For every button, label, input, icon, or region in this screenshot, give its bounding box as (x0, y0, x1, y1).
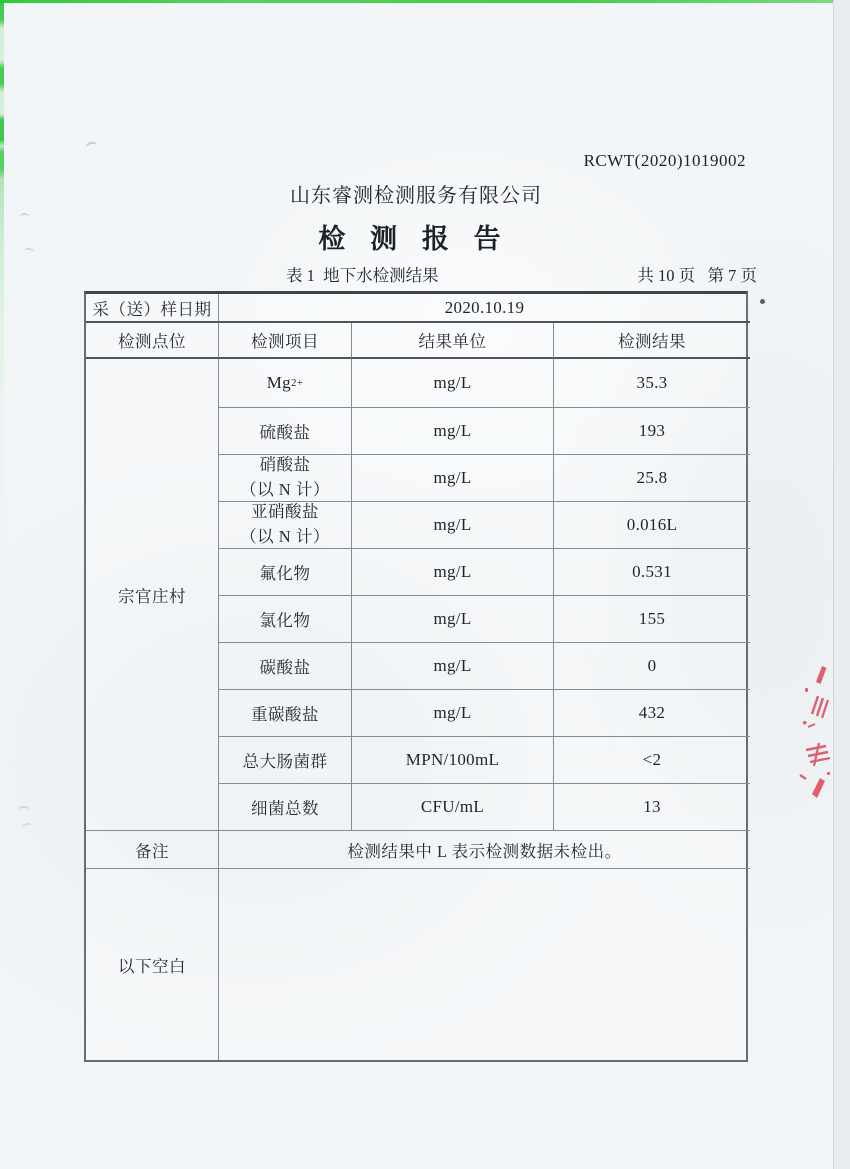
unit-cell: mg/L (352, 549, 554, 596)
item-cell (219, 455, 352, 502)
unit-cell: mg/L (352, 690, 554, 737)
unit-cell: mg/L (352, 596, 554, 643)
item-text: 亚硝酸盐 (251, 502, 319, 522)
location-cell: 宗官庄村 (86, 359, 219, 831)
unit-cell: mg/L (352, 408, 554, 455)
result-cell: 0.531 (554, 549, 750, 596)
scanner-edge-top (0, 0, 850, 3)
result-cell: 0 (554, 643, 750, 690)
item-cell: 细菌总数 (219, 784, 352, 831)
item-text-line2: （以 N 计） (240, 527, 330, 546)
item-cell: 氯化物 (219, 596, 352, 643)
item-cell: 碳酸盐 (219, 643, 352, 690)
item-text: 硝酸盐 (259, 455, 311, 475)
scanner-edge-left (0, 0, 4, 660)
sample-date-label: 采（送）样日期 (86, 294, 219, 323)
result-cell: 0.016L (554, 502, 750, 549)
item-cell: Mg 2+ (219, 359, 352, 408)
item-cell: 氟化物 (219, 549, 352, 596)
page-number-info: 共 10 页 第 7 页 (637, 266, 757, 285)
ink-dot-mark (760, 299, 765, 304)
item-cell (219, 502, 352, 549)
report-title: 检 测 报 告 (318, 224, 506, 254)
result-cell: 193 (554, 408, 750, 455)
unit-cell: mg/L (352, 502, 554, 549)
remark-label: 备注 (86, 831, 219, 869)
column-header-result: 检测结果 (554, 323, 750, 359)
result-cell: 35.3 (554, 359, 750, 408)
item-cell: 硫酸盐 (219, 408, 352, 455)
item-cell: 重碳酸盐 (219, 690, 352, 737)
blank-below-label: 以下空白 (86, 869, 219, 1060)
red-stamp-fragment (798, 662, 834, 802)
blank-cell (219, 869, 750, 1060)
unit-cell: mg/L (352, 359, 554, 408)
result-cell: 432 (554, 690, 750, 737)
item-cell: 总大肠菌群 (219, 737, 352, 784)
column-header-unit: 结果单位 (352, 323, 554, 359)
result-cell: 13 (554, 784, 750, 831)
result-cell: 25.8 (554, 455, 750, 502)
result-cell: <2 (554, 737, 750, 784)
item-text: Mg (266, 373, 291, 392)
unit-cell: mg/L (352, 455, 554, 502)
sample-date-value: 2020.10.19 (219, 294, 750, 323)
unit-cell: MPN/100mL (352, 737, 554, 784)
company-name: 山东睿测检测服务有限公司 (290, 185, 542, 207)
pencil-smudge (18, 806, 30, 813)
report-reference-number: RCWT(2020)1019002 (583, 151, 746, 170)
column-header-item: 检测项目 (219, 323, 352, 359)
results-table (84, 291, 748, 1062)
column-header-location: 检测点位 (86, 323, 219, 359)
scanner-edge-right (833, 0, 850, 1169)
unit-cell: mg/L (352, 643, 554, 690)
table-caption: 表 1 地下水检测结果 (286, 266, 439, 285)
pencil-smudge (22, 822, 33, 829)
unit-cell: CFU/mL (352, 784, 554, 831)
remark-text: 检测结果中 L 表示检测数据未检出。 (219, 831, 750, 869)
result-cell: 155 (554, 596, 750, 643)
pencil-smudge (85, 141, 98, 151)
item-text-line2: （以 N 计） (240, 480, 330, 499)
